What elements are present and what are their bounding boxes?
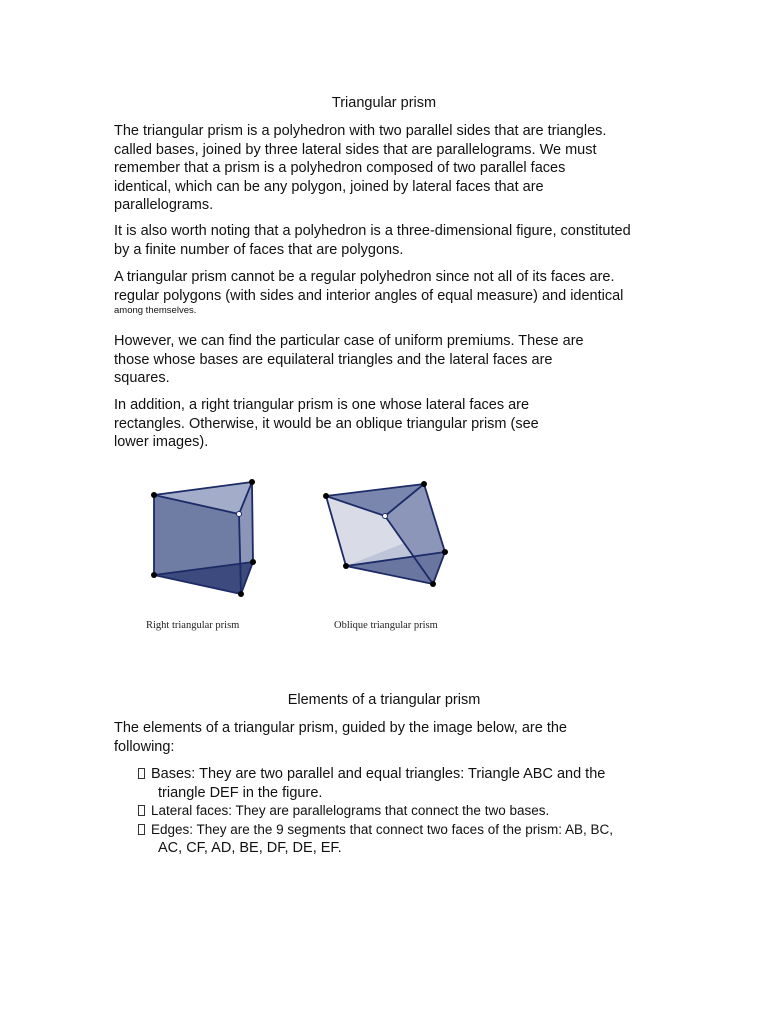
list-item-text: Lateral faces: They are parallelograms that connect the two bases. [151, 803, 550, 818]
text-line: by a finite number of faces that are polygons. [114, 241, 404, 258]
list-item-text-continued: AC, CF, AD, BE, DF, DE, EF. [158, 840, 342, 856]
missing-glyph-bullet-icon [138, 768, 145, 779]
text-line: A triangular prism cannot be a regular polyhedron since not all of its faces are. [114, 269, 615, 285]
list-item-text: Edges: They are the 9 segments that connect two faces of the prism: AB, BC, [151, 821, 613, 837]
text-line: rectangles. Otherwise, it would be an oblique triangular prism (see [114, 415, 539, 432]
paragraph-polyhedron [114, 222, 644, 259]
paragraph-right-oblique [114, 396, 644, 452]
right-prism-hidden-vertex [237, 512, 242, 517]
text-line: lower images). [114, 434, 209, 450]
text-line: remember that a prism is a polyhedron composed of two parallel faces [114, 160, 566, 176]
prism-figure [118, 470, 490, 640]
list-item-bases [138, 765, 658, 802]
oblique-prism-caption: Oblique triangular prism [334, 620, 438, 631]
text-line: The elements of a triangular prism, guided by the image below, are the [114, 720, 567, 736]
list-item-text-continued: triangle DEF in the figure. [158, 784, 323, 801]
text-line: following: [114, 738, 175, 755]
right-prism-drawing [151, 479, 256, 597]
paragraph-elements-intro [114, 719, 644, 756]
text-line: identical, which can be any polygon, joined by lateral faces that are [114, 178, 544, 195]
list-item-edges [138, 821, 658, 858]
text-line: squares. [114, 370, 170, 386]
text-line-small: among themselves. [114, 305, 197, 316]
text-line: parallelograms. [114, 197, 214, 213]
paragraph-uniform [114, 332, 644, 388]
page-title: Triangular prism [331, 95, 437, 111]
list-item-lateral-faces [138, 802, 658, 821]
oblique-prism-hidden-vertex [383, 514, 388, 519]
missing-glyph-bullet-icon [138, 805, 145, 816]
text-line: called bases, joined by three lateral sides that are parallelograms. We must [114, 141, 597, 158]
text-line: In addition, a right triangular prism is one whose lateral faces are [114, 397, 530, 413]
text-line: The triangular prism is a polyhedron with two parallel sides that are triangles. [114, 123, 607, 139]
paragraph-definition [114, 122, 644, 215]
text-line: those whose bases are equilateral triangles and the lateral faces are [114, 351, 553, 368]
text-line: It is also worth noting that a polyhedron is a three-dimensional figure, constituted [114, 223, 631, 239]
list-item-text: Bases: They are two parallel and equal triangles: Triangle ABC and the [151, 766, 606, 782]
missing-glyph-bullet-icon [138, 824, 145, 835]
paragraph-regular [114, 268, 644, 317]
text-line: regular polygons (with sides and interior angles of equal measure) and identical [114, 287, 624, 304]
prism-illustration [118, 470, 490, 640]
oblique-prism-drawing [323, 481, 448, 587]
elements-bullet-list [138, 765, 658, 858]
right-prism-caption: Right triangular prism [146, 620, 240, 631]
text-line: However, we can find the particular case of uniform premiums. These are [114, 333, 584, 349]
section-title-elements: Elements of a triangular prism [287, 692, 481, 708]
